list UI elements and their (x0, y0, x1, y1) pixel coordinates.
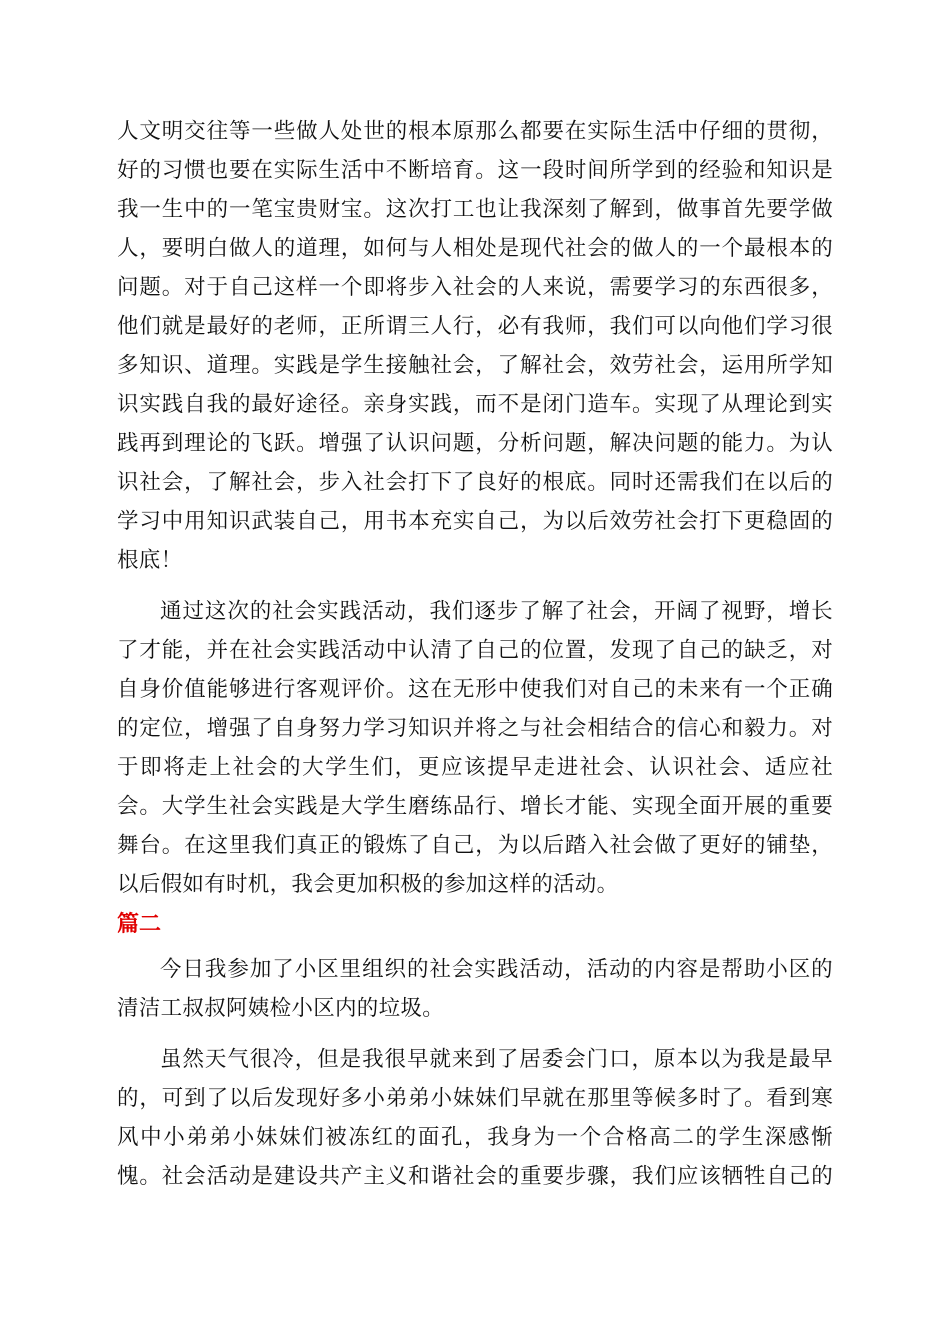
text-line: 根底！ (117, 548, 183, 573)
text-line: 于即将走上社会的大学生们，更应该提早走进社会、认识社会、适应社 (117, 755, 833, 780)
text-line: 识社会，了解社会，步入社会打下了良好的根底。同时还需我们在以后的 (117, 470, 833, 495)
text-line: 人，要明白做人的道理，如何与人相处是现代社会的做人的一个最根本的 (117, 236, 833, 261)
text-line: 人文明交往等一些做人处世的根本原那么都要在实际生活中仔细的贯彻， (117, 119, 833, 144)
text-line: 舞台。在这里我们真正的锻炼了自己，为以后踏入社会做了更好的铺垫， (117, 833, 833, 858)
section-heading: 篇二 (117, 912, 162, 937)
text-line: 的，可到了以后发现好多小弟弟小妹妹们早就在那里等候多时了。看到寒 (117, 1086, 833, 1111)
text-line: 今日我参加了小区里组织的社会实践活动，活动的内容是帮助小区的 (160, 957, 833, 982)
text-line: 了才能，并在社会实践活动中认清了自己的位置，发现了自己的缺乏，对 (117, 638, 833, 663)
text-line: 虽然天气很冷，但是我很早就来到了居委会门口，原本以为我是最早 (160, 1047, 833, 1072)
text-line: 识实践自我的最好途径。亲身实践，而不是闭门造车。实现了从理论到实 (117, 392, 833, 417)
text-line: 好的习惯也要在实际生活中不断培育。这一段时间所学到的经验和知识是 (117, 158, 833, 183)
text-line: 多知识、道理。实践是学生接触社会，了解社会，效劳社会，运用所学知 (117, 353, 833, 378)
text-line: 会。大学生社会实践是大学生磨练品行、增长才能、实现全面开展的重要 (117, 794, 833, 819)
text-line: 自身价值能够进行客观评价。这在无形中使我们对自己的未来有一个正确 (117, 677, 833, 702)
text-line: 以后假如有时机，我会更加积极的参加这样的活动。 (117, 872, 619, 897)
text-line: 问题。对于自己这样一个即将步入社会的人来说，需要学习的东西很多， (117, 275, 833, 300)
text-line: 他们就是最好的老师，正所谓三人行，必有我师，我们可以向他们学习很 (117, 314, 833, 339)
text-line: 学习中用知识武装自己，用书本充实自己，为以后效劳社会打下更稳固的 (117, 509, 833, 534)
text-line: 的定位，增强了自身努力学习知识并将之与社会相结合的信心和毅力。对 (117, 716, 833, 741)
text-line: 践再到理论的飞跃。增强了认识问题，分析问题，解决问题的能力。为认 (117, 431, 833, 456)
text-line: 通过这次的社会实践活动，我们逐步了解了社会，开阔了视野，增长 (160, 599, 833, 624)
text-line: 清洁工叔叔阿姨检小区内的垃圾。 (117, 996, 445, 1021)
text-line: 我一生中的一笔宝贵财宝。这次打工也让我深刻了解到，做事首先要学做 (117, 197, 833, 222)
text-line: 风中小弟弟小妹妹们被冻红的面孔，我身为一个合格高二的学生深感惭 (117, 1125, 833, 1150)
text-line: 愧。社会活动是建设共产主义和谐社会的重要步骤，我们应该牺牲自己的 (117, 1164, 833, 1189)
